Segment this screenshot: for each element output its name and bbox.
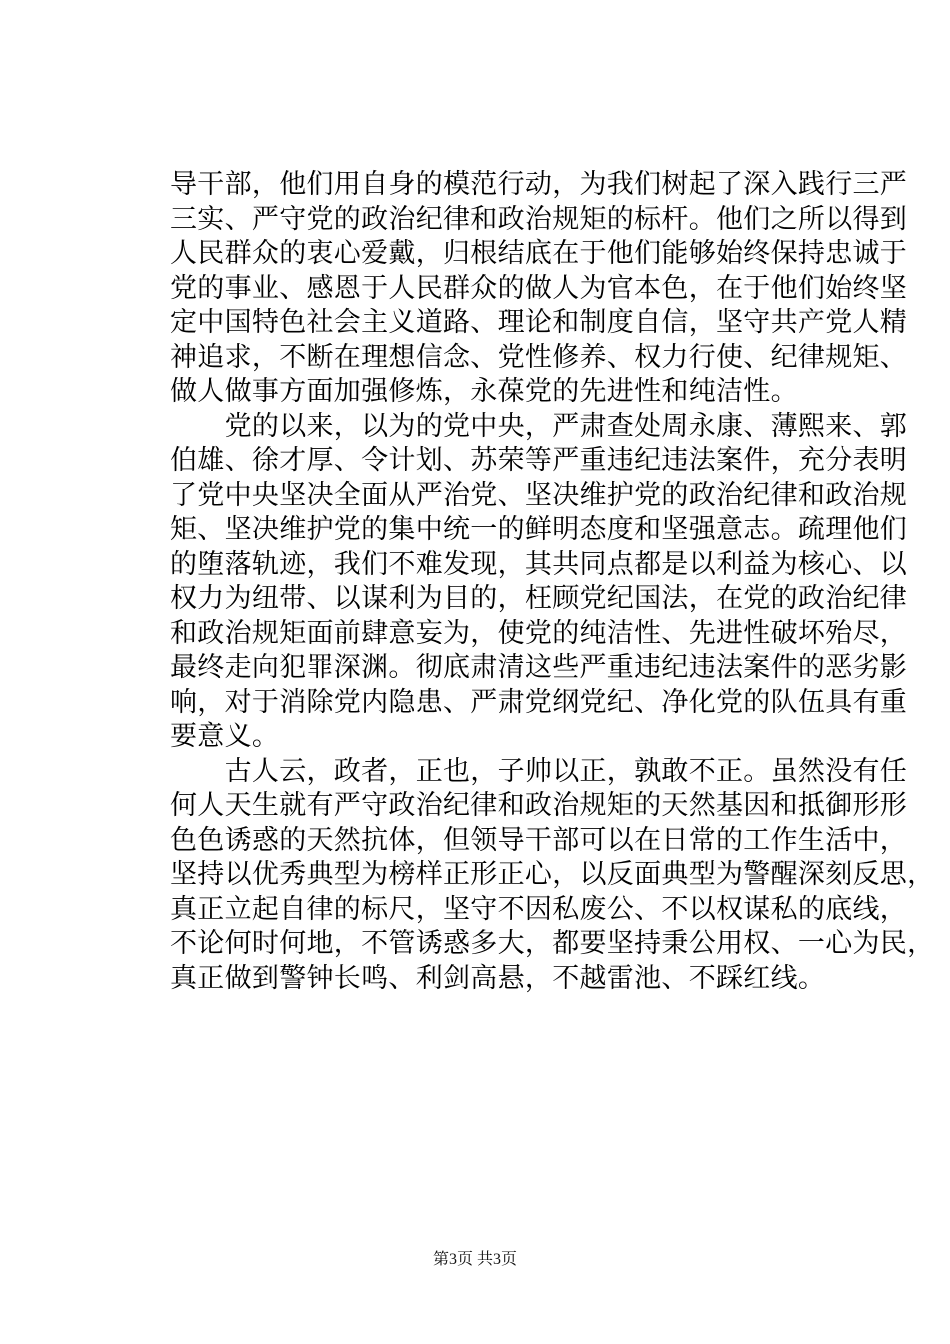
text-line: 神追求，不断在理想信念、党性修养、权力行使、纪律规矩、 bbox=[170, 341, 908, 373]
text-line: 不论何时何地，不管诱惑多大，都要坚持秉公用权、一心为民， bbox=[170, 928, 935, 959]
text-line: 真正立起自律的标尺，坚守不因私废公、不以权谋私的底线， bbox=[170, 893, 908, 925]
text-line: 最终走向犯罪深渊。彻底肃清这些严重违纪违法案件的恶劣影 bbox=[170, 652, 908, 683]
text-line: 古人云，政者，正也，子帅以正，孰敢不正。虽然没有任 bbox=[170, 755, 908, 787]
text-line: 响，对于消除党内隐患、严肃党纲党纪、净化党的队伍具有重 bbox=[170, 686, 908, 718]
text-line: 何人天生就有严守政治纪律和政治规矩的天然基因和抵御形形 bbox=[170, 790, 908, 821]
text-line: 定中国特色社会主义道路、理论和制度自信，坚守共产党人精 bbox=[170, 307, 908, 338]
text-line: 做人做事方面加强修炼，永葆党的先进性和纯洁性。 bbox=[170, 376, 798, 407]
text-line: 人民群众的衷心爱戴，归根结底在于他们能够始终保持忠诚于 bbox=[170, 238, 908, 269]
page-number-footer: 第3页 共3页 bbox=[432, 1251, 517, 1268]
text-line: 三实、严守党的政治纪律和政治规矩的标杆。他们之所以得到 bbox=[170, 203, 908, 235]
text-line: 坚持以优秀典型为榜样正形正心，以反面典型为警醒深刻反思， bbox=[170, 859, 935, 890]
text-line: 和政治规矩面前肆意妄为，使党的纯洁性、先进性破坏殆尽， bbox=[170, 617, 908, 649]
document-body bbox=[170, 168, 935, 996]
text-line: 党的以来，以为的党中央，严肃查处周永康、薄熙来、郭 bbox=[170, 410, 908, 442]
text-line: 矩、坚决维护党的集中统一的鲜明态度和坚强意志。疏理他们 bbox=[170, 514, 908, 545]
text-line: 党的事业、感恩于人民群众的做人为官本色，在于他们始终坚 bbox=[170, 272, 908, 304]
text-line: 导干部，他们用自身的模范行动，为我们树起了深入践行三严 bbox=[170, 169, 908, 200]
text-line: 真正做到警钟长鸣、利剑高悬，不越雷池、不踩红线。 bbox=[170, 962, 826, 994]
text-line: 了党中央坚决全面从严治党、坚决维护党的政治纪律和政治规 bbox=[170, 479, 908, 511]
text-line: 的堕落轨迹，我们不难发现，其共同点都是以利益为核心、以 bbox=[170, 548, 908, 580]
text-line: 要意义。 bbox=[170, 721, 280, 752]
text-line: 色色诱惑的天然抗体，但领导干部可以在日常的工作生活中， bbox=[170, 824, 908, 856]
text-line: 权力为纽带、以谋利为目的，枉顾党纪国法，在党的政治纪律 bbox=[170, 583, 908, 614]
text-line: 伯雄、徐才厚、令计划、苏荣等严重违纪违法案件，充分表明 bbox=[170, 445, 908, 476]
